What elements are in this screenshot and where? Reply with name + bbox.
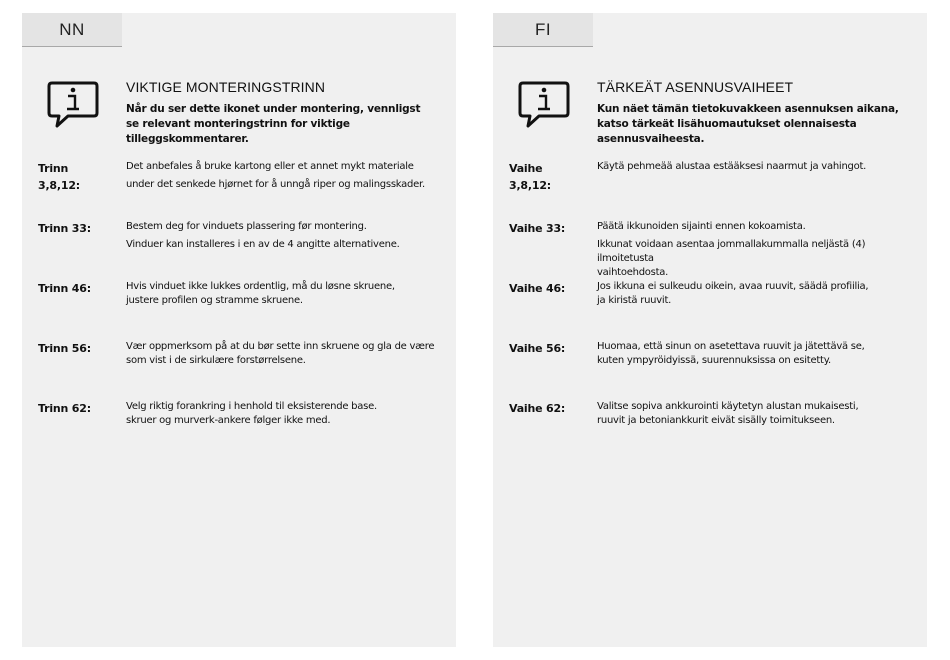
step-line: Det anbefales å bruke kartong eller et annet mykt materiale [126, 161, 414, 172]
step-text [597, 340, 917, 368]
step-line: Hvis vinduet ikke lukkes ordentlig, må du løsne skruene, [126, 281, 395, 292]
step-text [126, 160, 446, 192]
step-label: Vaihe 56: [509, 342, 566, 355]
step-line: Vær oppmerksom på at du bør sette inn skruene og gla de være [126, 341, 435, 352]
step-line: Bestem deg for vinduets plassering før montering. [126, 221, 367, 232]
step-text [126, 340, 446, 368]
step-line: vaihtoehdosta. [597, 267, 669, 278]
intro-line: katso tärkeät lisähuomautukset olennaisesta asennusvaiheesta. [597, 118, 857, 145]
step-line: Velg riktig forankring i henhold til eksisterende base. [126, 401, 377, 412]
step-line: Valitse sopiva ankkurointi käytetyn alustan mukaisesti, [597, 401, 859, 412]
step-label: Trinn 33: [38, 222, 91, 235]
step-line: ja kiristä ruuvit. [597, 295, 672, 306]
step-label: Trinn 56: [38, 342, 91, 355]
step-label: Trinn 62: [38, 402, 91, 415]
step-line: ruuvit ja betoniankkurit eivät sisälly toimitukseen. [597, 415, 835, 426]
step-line: Käytä pehmeää alustaa estääksesi naarmut ja vahingot. [597, 161, 867, 172]
step-line: under det senkede hjørnet for å unngå riper og malingsskader. [126, 179, 425, 190]
step-label-line: 3,8,12: [509, 179, 551, 192]
step-label: Vaihe 62: [509, 402, 566, 415]
info-speech-bubble-icon [46, 75, 100, 129]
step-text [126, 220, 446, 252]
intro-line: Kun näet tämän tietokuvakkeen asennuksen aikana, [597, 103, 899, 115]
step-line: som vist i de sirkulære forstørrelsene. [126, 355, 306, 366]
step-text [597, 220, 917, 280]
intro-text [597, 102, 917, 147]
intro-line: se relevant monteringstrinn for viktige tilleggskommentarer. [126, 118, 350, 145]
section-heading: VIKTIGE MONTERINGSTRINN [126, 79, 326, 95]
step-label: Trinn 46: [38, 282, 91, 295]
language-tab-fi: FI [493, 13, 593, 47]
info-speech-bubble-icon [517, 75, 571, 129]
step-line: Ikkunat voidaan asentaa jommallakummalla neljästä (4) ilmoitetusta [597, 239, 866, 264]
step-label-line: Vaihe [509, 162, 543, 175]
step-label: Vaihe 33: [509, 222, 566, 235]
step-text [126, 400, 446, 428]
step-label-line: 3,8,12: [38, 179, 80, 192]
panel-fi [493, 13, 927, 647]
step-line: justere profilen og stramme skruene. [126, 295, 303, 306]
step-label-line: Trinn [38, 162, 69, 175]
step-line: Päätä ikkunoiden sijainti ennen kokoamista. [597, 221, 806, 232]
step-line: Huomaa, että sinun on asetettava ruuvit ja jätettävä se, [597, 341, 865, 352]
step-text [597, 160, 917, 174]
step-line: Vinduer kan installeres i en av de 4 angitte alternativene. [126, 239, 400, 250]
panel-nn [22, 13, 456, 647]
step-label [38, 160, 118, 194]
step-text [597, 400, 917, 428]
step-label [509, 160, 589, 194]
step-text [126, 280, 446, 308]
step-line: skruer og murverk-ankere følger ikke med. [126, 415, 331, 426]
intro-text [126, 102, 446, 147]
step-line: kuten ympyröidyissä, suurennuksissa on esitetty. [597, 355, 831, 366]
language-tab-nn: NN [22, 13, 122, 47]
step-line: Jos ikkuna ei sulkeudu oikein, avaa ruuvit, säädä profiilia, [597, 281, 869, 292]
step-label: Vaihe 46: [509, 282, 566, 295]
intro-line: Når du ser dette ikonet under montering, vennligst [126, 103, 421, 115]
section-heading: TÄRKEÄT ASENNUSVAIHEET [597, 79, 794, 95]
step-text [597, 280, 917, 308]
